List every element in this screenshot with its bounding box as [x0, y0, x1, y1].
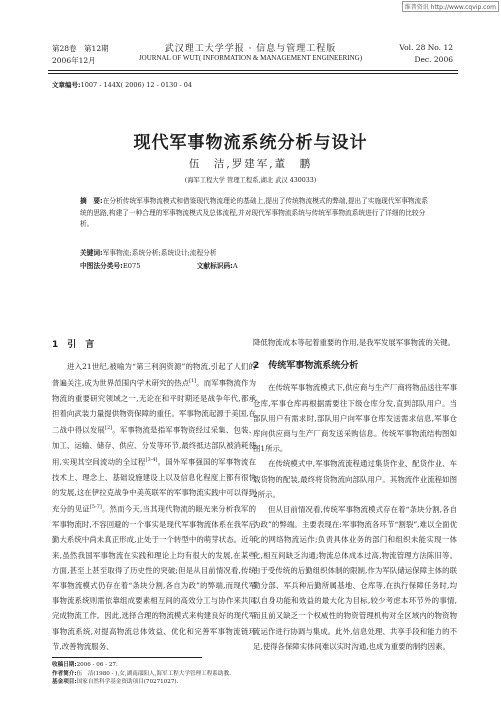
fund-label: 基金项目: [52, 679, 77, 685]
paper-title: 现代军事物流系统分析与设计 [133, 133, 368, 153]
footnote-author [52, 670, 462, 679]
text-run: 。国外军事强国的军事物流在技术上、理念上、基础设施建设上以及信息化程度上都有很快的发展,这在伊拉克战争中美英联军的军事物流实践中可以得到充分的见证 [52, 457, 256, 514]
fund-value: 国家自然科学基金资助项目(70271027). [76, 679, 179, 685]
section-heading-1: 1 引 言 [52, 340, 95, 350]
header-rule-thick [48, 70, 458, 71]
text-run: 。军事物流是指军事物资经过采集、包装、加工、运输、储存、供应、分发等环节,最终抵达部队被消耗使用,实现其空间流动的全过程 [52, 425, 256, 467]
abstract-label: 摘 要: [80, 197, 103, 205]
keywords [80, 247, 217, 257]
text-run: 。而军事物流作为物流的重要研究领域之一,无论在和平时期还是战争年代,都承担着向武装力量提供物资保障的重任。军事物流起源于美国,在二战中得以发展 [52, 378, 256, 435]
date-cn: 2006年12月 [52, 56, 96, 65]
article-number-label: 文章编号: [52, 81, 81, 89]
abstract [80, 196, 428, 231]
text-run: 。然而今天,当其现代物流的眼光来分析我军的军事物流时,不容回避的一个事实是现代军事物流体系在我军后勤大系统中尚未真正形成,止处于一个转型中的萌芽状态。近年来,虽然我国军事物流在实践和理论上均有很大的发展,在某些方面,甚至上甚至取得了历史性的突破;但是从目前情况看,传统军事物流模式仍存在着“条块分割,各自为政”的弊端,而现代军事物流系统则需依靠组成要素相互间的高效分工与协作来共同完成物流工作。因此,选择合理的物流模式来构建良好的现代军事物流系统,对提高物流总体效益、优化和完善军事物流链环节,改善物流服务、 [52, 504, 256, 651]
left-column [52, 334, 256, 654]
received-label: 收稿日期: [52, 662, 77, 668]
volume-issue-cn: 第28卷 第12期 [52, 44, 109, 53]
watermark: 维普资讯 http://www.cqvip.com [402, 1, 499, 12]
journal-name-cn: 武汉理工大学学报 · 信息与管理工程版 [164, 44, 337, 54]
article-number [52, 80, 192, 89]
footnote-rule [52, 657, 202, 658]
author-bio: 伍 洁(1980 - ),女,湖南邵阳人,海军工程大学管理工程系助教. [76, 670, 231, 677]
classification-line [80, 260, 238, 270]
clc-value: E075 [122, 262, 141, 270]
right-column [253, 335, 457, 654]
keywords-label: 关键词: [80, 249, 103, 257]
intro-paragraph [52, 359, 256, 654]
paragraph: 但从目前情况看,传统军事物流模式存在着“条块分割,各自为政”的弊端。主要表现在:军事物流各环节“割裂”,难以全面优化的网络物流运作;负责具体业务的部门和组织未能实现一体化,相互间缺乏沟通;物流总体成本过高,物流管理方法陈旧等。由于受传统的后勤组织体制的限制,作为军队储运保障主体的联勤分部、军兵种后勤所属基地、仓库等,在执行保障任务时,均以自身功能和效益的最大化为目标,较少考虑本环节外的事情,而且前又缺乏一个权威性的物资管理机构对全区域内的物资物流运作进行协调与集成。此外,信息处理、共享手段和能力的不足,使得各保障实体间难以实时沟通,也成为重要的制约因素。 [253, 505, 457, 651]
journal-header [0, 14, 501, 70]
article-number-value: 1007 - 144X( 2006) 12 - 0130 - 04 [80, 81, 193, 89]
citation[interactable]: [5-7] [89, 504, 102, 511]
continued-paragraph: 降低物流成本等起着重要的作用,是我军发展军事物流的关键。 [253, 338, 455, 347]
author-bio-label: 作者简介: [52, 670, 77, 677]
footnote-fund [52, 678, 462, 687]
footnote-received [52, 661, 462, 670]
affiliation: (海军工程大学 管理工程系,湖北 武汉 430033) [184, 177, 317, 184]
journal-name-en: JOURNAL OF WUT( INFORMATION & MANAGEMENT ENGINEERING) [138, 54, 363, 62]
volume-issue-en: Vol. 28 No. 12 [399, 43, 453, 52]
paragraph: 在传统军事物流模式下,供应商与生产厂商将物品送往军事仓库,军事仓库再根据需要往下级仓库分发,直到部队用户。当部队用户有需求时,部队用户向军事仓库发送需求信息,军事仓库向供应商与生产厂商发送采购信息。传统军事物流结构图如图1所示。 [253, 383, 457, 454]
doc-code-label: 文献标识码: [196, 262, 233, 270]
author-list: 伍 洁,罗建军,董 鹏 [188, 158, 313, 170]
abstract-text: 在分析传统军事物流模式和借鉴现代物流理论的基础上,提出了传统物流模式的弊端,提出了实施现代军事物流系统的思路,构建了一种合理的军事物流模式及总体流程,并对现代军事物流系统与传统军事物流系统进行了详细的比较分析。 [80, 197, 428, 228]
paragraph: 在传统模式中,军事物流流程通过集货作业、配货作业、车载货物的配装,最终将货物流向部队用户。其物流作业流程如图2所示。 [253, 459, 457, 499]
citation[interactable]: [2] [105, 425, 113, 432]
text-run: 进入21世纪,被喻为“第三利润资源”的物流,引起了人们的普遍关注,成为世界范围内学术研究的热点 [52, 362, 256, 388]
received-date: 2006 - 06 - 27. [76, 662, 118, 668]
header-rule-thin [48, 73, 458, 74]
doc-code-value: A [232, 262, 238, 270]
footnote [52, 661, 462, 687]
date-en: Dec. 2006 [414, 55, 453, 64]
citation[interactable]: [1] [189, 378, 197, 385]
citation[interactable]: [3-4] [145, 457, 158, 464]
keywords-value: 军事物流;系统分析;系统设计;流程分析 [102, 249, 217, 257]
section-heading-2: 2 传统军事物流系统分析 [253, 361, 359, 372]
clc-label: 中图法分类号: [80, 262, 123, 270]
